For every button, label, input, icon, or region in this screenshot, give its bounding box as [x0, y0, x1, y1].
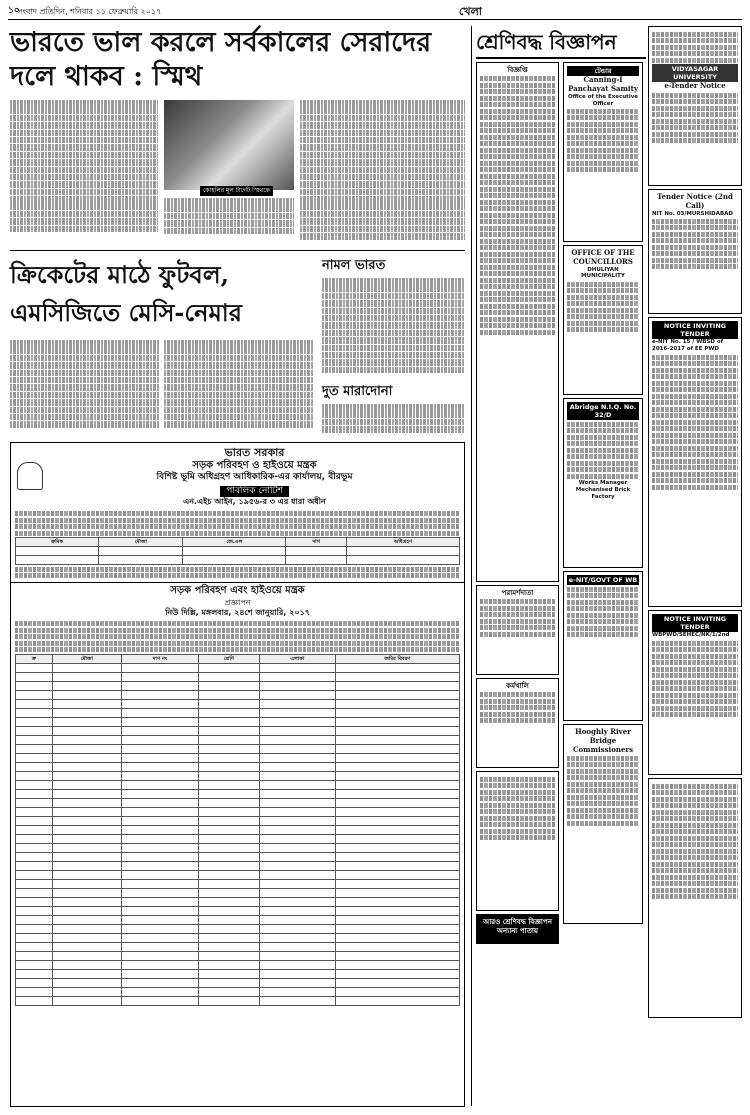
tender-canning: টেন্ডার Canning-I Panchayat Samity Office of the Executive Officer	[563, 62, 643, 242]
table-row	[16, 951, 460, 960]
story-football-body-2	[164, 340, 314, 435]
table-row	[16, 978, 460, 987]
ad-sub: সড়ক পরিবহণ ও হাইওয়ে মন্ত্রক	[192, 459, 317, 471]
table-row	[16, 789, 460, 798]
table-row	[16, 906, 460, 915]
table-row	[16, 870, 460, 879]
classified-section	[476, 30, 646, 59]
page-number: ১০	[8, 5, 20, 16]
table-row	[16, 681, 460, 690]
table-row	[16, 690, 460, 699]
table-row	[16, 915, 460, 924]
photo-caption: কোহলির মূল টার্গেট স্মিথকে	[200, 186, 273, 196]
story-smith-body-2	[164, 198, 294, 244]
ad-title: ভারত সরকার	[224, 446, 285, 459]
ad-notice: পাবলিক নোটিশ	[220, 486, 289, 497]
table-row	[16, 861, 460, 870]
table-row	[16, 843, 460, 852]
notice-misc	[476, 771, 559, 911]
headline-smith: ভারতে ভাল করলে সর্বকালের সেরাদের দলে থাকব : স্মিথ	[10, 27, 432, 92]
paper-date: সংবাদ প্রতিদিন, শনিবার ১১ ফেব্রুয়ারি ২০১৭	[17, 6, 162, 16]
story-smith-body-3	[300, 100, 465, 246]
table-row	[16, 933, 460, 942]
table-row	[16, 987, 460, 996]
ad2-sub: প্রজ্ঞাপন	[224, 597, 251, 607]
tenders-right	[648, 26, 742, 1021]
headline-india: নামল ভারত	[322, 258, 386, 273]
table-row	[16, 888, 460, 897]
tender-hooghly: Hooghly River Bridge Commissioners	[563, 724, 643, 924]
ad-table-1: ক্রমিক মৌজা জে.এল দাগ অধিগ্রহণ	[15, 537, 460, 565]
tenders-col-b	[563, 62, 643, 927]
table-row	[16, 717, 460, 726]
headline-maradona: দুত মারাদোনা	[322, 384, 393, 399]
table-row	[16, 996, 460, 1005]
table-row	[16, 960, 460, 969]
ad2-title: সড়ক পরিবহণ এবং হাইওয়ে মন্ত্রক	[170, 585, 305, 597]
table-row	[16, 762, 460, 771]
emblem-icon	[17, 462, 43, 490]
story-smith	[10, 26, 465, 94]
tender-murshidabad: Tender Notice (2nd Call) NIT No. 03/MURSHIDABAD	[648, 189, 742, 314]
govt-ad	[10, 442, 465, 1107]
table-row	[16, 672, 460, 681]
table-row	[16, 879, 460, 888]
story-maradona-body	[322, 404, 464, 438]
notice-consultant: পরামর্শদাতা	[476, 585, 559, 675]
story-smith-body	[10, 100, 158, 240]
tender-sehec: NOTICE INVITING TENDER WBPWD/SEHEC/NK/1/2nd	[648, 610, 742, 775]
table-row	[16, 825, 460, 834]
notice-job: কর্মখালি	[476, 678, 559, 768]
table-row	[16, 726, 460, 735]
classified-footer: আরও শ্রেণিবদ্ধ বিজ্ঞাপন অন্যান্য পাতায়	[476, 914, 559, 944]
table-row	[16, 807, 460, 816]
table-row	[16, 897, 460, 906]
classified-title: শ্রেণিবদ্ধ বিজ্ঞাপন	[476, 30, 646, 59]
table-row	[16, 663, 460, 672]
table-row	[16, 924, 460, 933]
table-row	[16, 699, 460, 708]
section-name: খেলা	[458, 4, 482, 18]
headline-football: ক্রিকেটের মাঠে ফুটবল, এমসিজিতে মেসি-নেমার	[10, 260, 242, 327]
tender-brick: Abridge N.I.Q. No. 32/D Works Manager Mechanised Brick Factory	[563, 398, 643, 568]
table-row	[16, 780, 460, 789]
story-india-body	[322, 278, 464, 376]
table-row	[16, 942, 460, 951]
ad-table-2: ক্র মৌজা দাগ নং শ্রেণি এলাকা জমির বিবরণ	[15, 654, 460, 1006]
story-football-body	[10, 340, 160, 435]
tender-govt-wb: e-NIT/GOVT OF WB	[563, 571, 643, 721]
table-row	[16, 744, 460, 753]
page-header	[8, 4, 742, 20]
ad-act: এন.এইচ আইন, ১৯৫৬-র ৩ এর ধারা অধীন	[183, 496, 326, 506]
cricket-photo	[164, 100, 294, 190]
table-row	[16, 753, 460, 762]
tender-vidyasagar: VIDYASAGAR UNIVERSITY e-Tender Notice	[648, 26, 742, 186]
tender-misc	[648, 778, 742, 1018]
table-row	[16, 798, 460, 807]
tender-pwd: NOTICE INVITING TENDER e-NIT No. 15 / WBSD of 2016-2017 of EE PWD	[648, 317, 742, 607]
notices-col-c	[476, 62, 559, 947]
table-row	[16, 834, 460, 843]
table-row	[16, 969, 460, 978]
table-row	[16, 816, 460, 825]
ad2-date: নিউ দিল্লি, মঙ্গলবার, ২৪শে জানুয়ারি, ২০১৭	[165, 607, 310, 617]
ad-sub2: বিশিষ্ট ভূমি অধিগ্রহণ আধিকারিক-এর কার্যালয়, বীরভূম	[156, 472, 353, 483]
table-row	[16, 708, 460, 717]
notice-bigyapti: বিজ্ঞপ্তি	[476, 62, 559, 582]
tender-dhuliyan: OFFICE OF THE COUNCILLORS DHULIYAN MUNICIPALITY	[563, 245, 643, 395]
table-row	[16, 735, 460, 744]
table-row	[16, 771, 460, 780]
table-row	[16, 852, 460, 861]
